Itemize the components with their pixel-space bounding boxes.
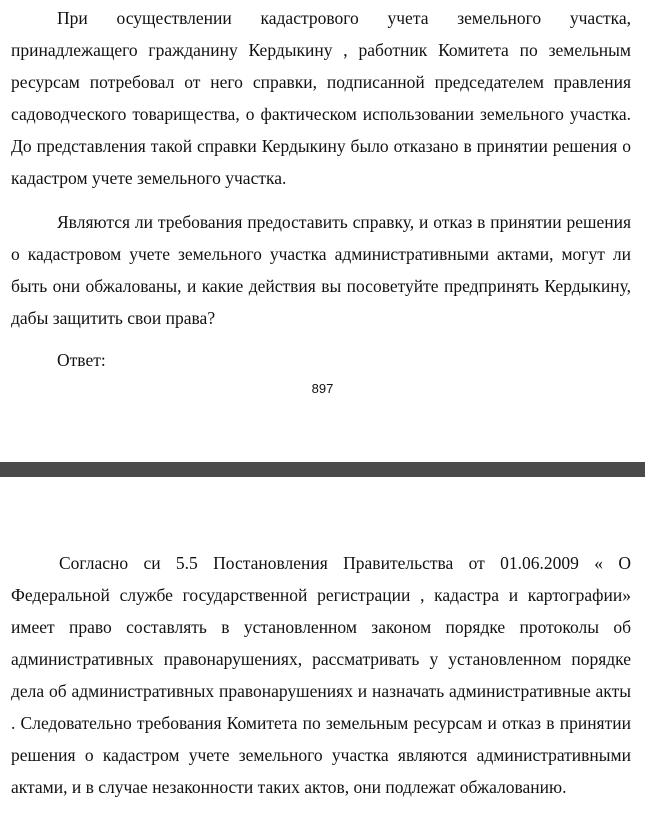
question-paragraph-2: Являются ли требования предоставить справку, и отказ в принятии решения о кадастровом учете земельного участка административными актами, могут ли быть они обжалованы, и какие действия вы посоветуйте предпринять Кердыкину, дабы защитить свои права? <box>11 212 631 328</box>
document-page-lower <box>0 477 645 834</box>
page-number: 897 <box>311 381 334 396</box>
question-paragraph-1: При осуществлении кадастрового учета земельного участка, принадлежащего гражданину Кердыкину , работник Комитета по земельным ресурсам потребовал от него справки, подписанной председателем правления садоводческого товарищества, о фактическом использовании земельного участка. До представления такой справки Кердыкину было отказано в принятии решения о кадастром учете земельного участка. <box>11 8 631 188</box>
page-separator <box>0 462 645 477</box>
answer-label: Ответ: <box>57 350 106 370</box>
answer-paragraph: Согласно си 5.5 Постановления Правительства от 01.06.2009 « О Федеральной службе государственной регистрации , кадастра и картографии» имеет право составлять в установленном законом порядке протоколы об административных правонарушениях, рассматривать у установленном порядке дела об административных правонарушениях и назначать административные акты . Следовательно требования Комитета по земельным ресурсам и отказ в принятии решения о кадастром учете земельного участка являются административными актами, и в случае незаконности таких актов, они подлежат обжалованию. <box>11 553 631 797</box>
